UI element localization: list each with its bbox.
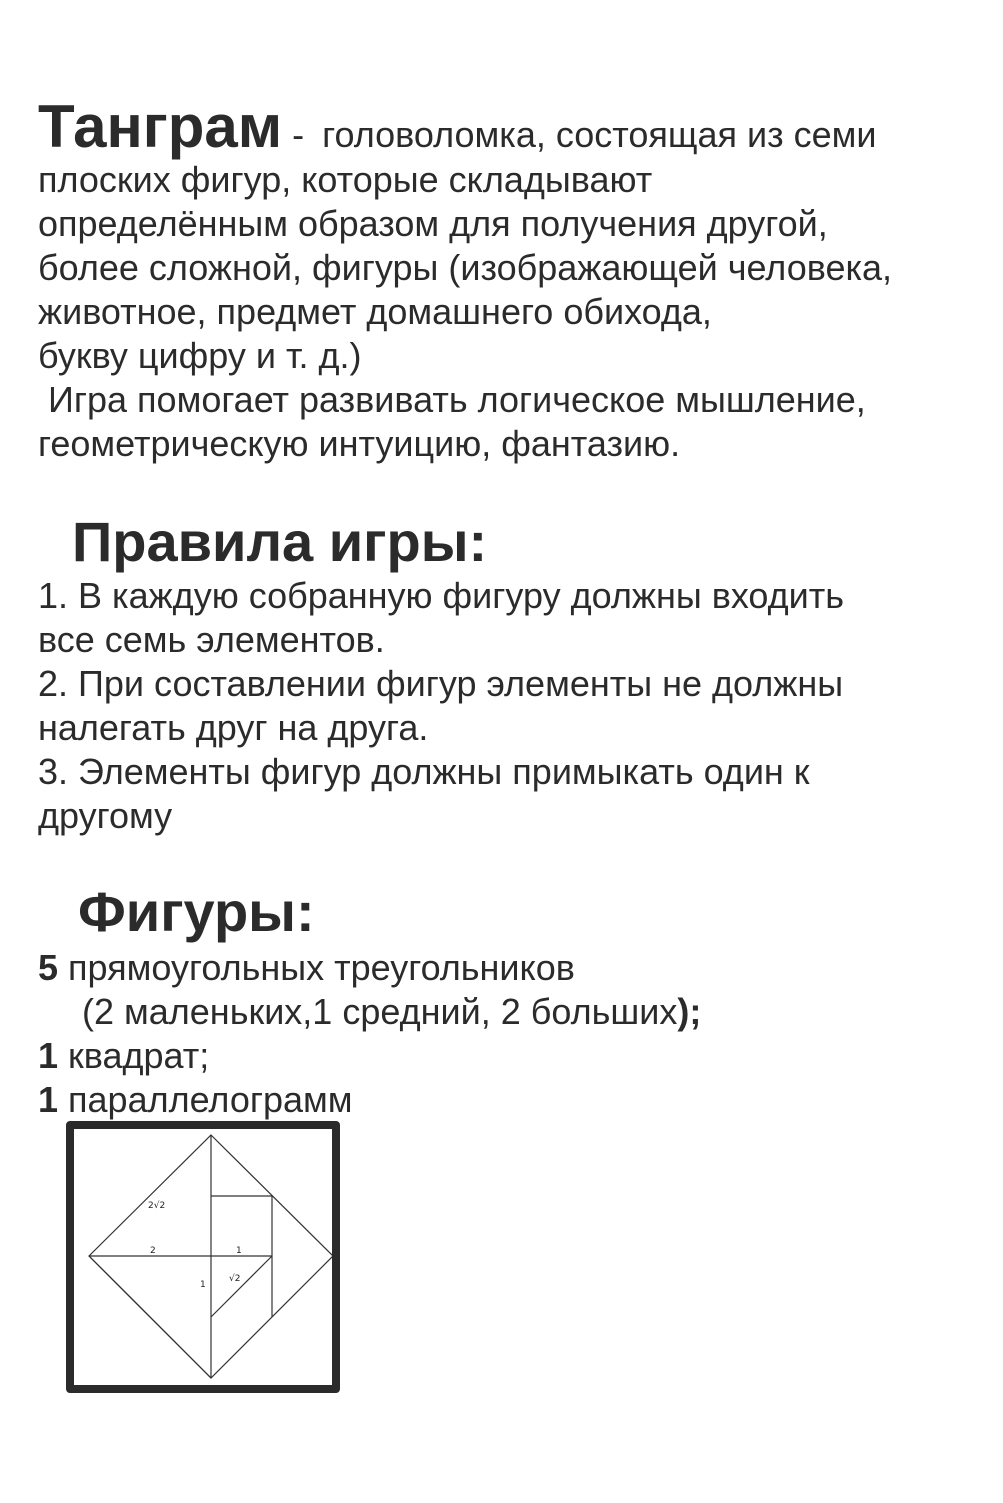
figures-item-square	[38, 1034, 209, 1078]
rule-line-3: 2. При составлении фигур элементы не должны	[38, 663, 844, 704]
label-big-diagonal: 2√2	[148, 1201, 166, 1211]
figures-item-triangles-detail	[82, 990, 701, 1034]
label-small-diagonal: √2	[229, 1274, 241, 1284]
intro-dash: -	[282, 114, 315, 155]
triangles-count: 5	[38, 947, 59, 988]
rule-line-6: другому	[38, 795, 173, 836]
intro-line-3: определённым образом для получения другой,	[38, 203, 828, 244]
tangram-diagram-frame	[66, 1121, 340, 1393]
label-unit-top: 1	[236, 1246, 242, 1256]
figures-heading: Фигуры:	[78, 880, 315, 943]
rules-heading: Правила игры:	[72, 510, 488, 573]
figures-item-triangles	[38, 946, 575, 990]
label-unit-side: 1	[200, 1280, 206, 1290]
intro-line-8: геометрическую интуицию, фантазию.	[38, 423, 681, 464]
triangles-text: прямоугольных треугольников	[58, 947, 575, 988]
intro-line-4: более сложной, фигуры (изображающей человека,	[38, 247, 893, 288]
intro-line-2: плоских фигур, которые складывают	[38, 159, 653, 200]
triangles-detail-text: (2 маленьких,1 средний, 2 больших	[82, 991, 678, 1032]
tangram-diagram	[74, 1129, 332, 1385]
parallelogram-count: 1	[38, 1079, 59, 1120]
rule-line-4: налегать друг на друга.	[38, 707, 429, 748]
label-half-diagonal: 2	[150, 1246, 156, 1256]
rule-line-2: все семь элементов.	[38, 619, 385, 660]
intro-line-6: букву цифру и т. д.)	[38, 335, 362, 376]
intro-line-5: животное, предмет домашнего обихода,	[38, 291, 712, 332]
square-count: 1	[38, 1035, 59, 1076]
square-text: квадрат;	[58, 1035, 210, 1076]
tangram-small-triangle-edge	[211, 1256, 272, 1317]
tangram-term: Танграм	[38, 93, 283, 160]
intro-line-1-text: головоломка, состоящая из семи	[322, 114, 877, 155]
figures-item-parallelogram	[38, 1078, 353, 1122]
tangram-lower-diagonal	[89, 1256, 211, 1378]
intro-line-7: Игра помогает развивать логическое мышление,	[38, 379, 866, 420]
rule-line-5: 3. Элементы фигур должны примыкать один к	[38, 751, 810, 792]
parallelogram-text: параллелограмм	[58, 1079, 353, 1120]
triangles-detail-end: );	[677, 991, 702, 1032]
rule-line-1: 1. В каждую собранную фигуру должны входить	[38, 575, 845, 616]
